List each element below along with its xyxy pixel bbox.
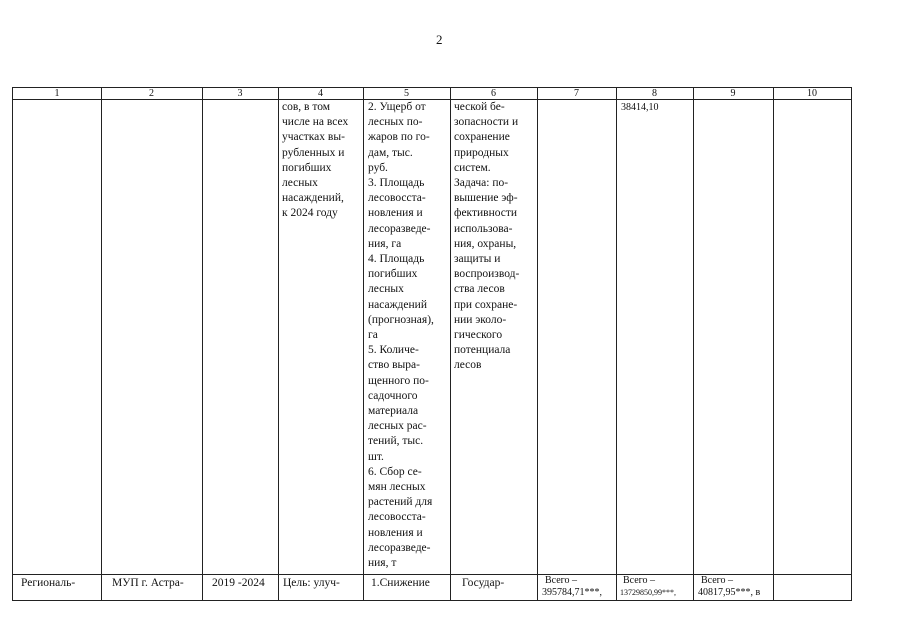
row2-col6-text: Государ- (462, 577, 505, 589)
text-line: 2. Ущерб от (368, 101, 426, 113)
row1-col8-value: 38414,10 (621, 102, 659, 113)
row1-col6-text (454, 100, 519, 374)
text-line: щенного по- (368, 374, 429, 387)
total-label: Всего – (701, 575, 734, 586)
text-line: ния, охраны, (454, 237, 517, 250)
text-line: 5. Количе- (368, 344, 419, 357)
col-divider (693, 88, 694, 600)
text-line: использова- (454, 222, 513, 235)
text-line: руб. (368, 161, 388, 174)
total-value: 40817,95***, в (698, 587, 761, 598)
header-col-2: 2 (149, 88, 154, 99)
text-line: потенциала (454, 344, 511, 357)
text-line: зопасности и (454, 116, 519, 129)
text-line: ния, т (368, 557, 397, 570)
text-line: материала (368, 405, 419, 418)
header-col-6: 6 (491, 88, 496, 99)
text-line: 6. Сбор се- (368, 465, 422, 478)
text-line: новления и (368, 207, 423, 220)
text-line: Задача: по- (454, 177, 509, 190)
document-table (12, 87, 852, 601)
text-line: ства лесов (454, 283, 505, 296)
header-col-9: 9 (730, 88, 736, 99)
header-col-5: 5 (404, 88, 409, 99)
row2-col7-total (542, 575, 602, 599)
text-line: мян лесных (368, 481, 426, 494)
text-line: растений для (368, 496, 433, 509)
text-line: насаждений, (282, 192, 344, 205)
text-line: жаров по го- (368, 131, 430, 144)
header-col-1: 1 (54, 88, 60, 99)
text-line: вышение эф- (454, 192, 518, 205)
row2-col1-text: Региональ- (21, 577, 76, 589)
total-label: Всего – (545, 575, 578, 586)
row2-col8-total (620, 575, 676, 599)
text-line: дам, тыс. (368, 146, 413, 159)
page-number: 2 (436, 32, 443, 47)
header-col-10: 10 (807, 88, 817, 99)
col-divider (616, 88, 617, 600)
text-line: лесных (368, 283, 404, 296)
text-line: 4. Площадь (368, 253, 425, 266)
text-line: лесовосста- (368, 192, 426, 205)
header-col-4: 4 (318, 88, 323, 99)
text-line: природных (454, 146, 509, 159)
text-line: фективности (454, 207, 518, 220)
text-line: 3. Площадь (368, 177, 425, 190)
row2-col9-total (698, 575, 760, 599)
row2-col4-text: Цель: улуч- (283, 577, 340, 589)
row2-col2-text: МУП г. Астра- (112, 577, 184, 589)
text-line: рубленных и (282, 146, 345, 159)
col-divider (773, 88, 774, 600)
text-line: гического (454, 329, 503, 342)
header-col-8: 8 (652, 88, 657, 99)
col-divider (537, 88, 538, 600)
text-line: ство выра- (368, 359, 420, 372)
text-line: тений, тыс. (368, 435, 424, 448)
text-line: участках вы- (282, 131, 345, 144)
text-line: лесных (282, 177, 318, 190)
text-line: воспроизвод- (454, 268, 520, 281)
text-line: сохранение (454, 131, 510, 144)
text-line: шт. (368, 450, 384, 463)
total-value: 395784,71***, (542, 587, 602, 598)
col-divider (363, 88, 364, 600)
text-line: садочного (368, 389, 418, 402)
col-divider (101, 88, 102, 600)
text-line: сов, в том (282, 101, 331, 113)
text-line: лесоразведе- (368, 541, 431, 554)
text-line: насаждений (368, 298, 427, 311)
total-label: Всего – (623, 575, 656, 586)
col-divider (450, 88, 451, 600)
text-line: погибших (282, 161, 332, 174)
total-value: 13729850,99***, (620, 588, 676, 597)
text-line: защиты и (454, 253, 501, 266)
row1-col5-text (368, 100, 434, 571)
text-line: числе на всех (282, 116, 349, 129)
header-col-7: 7 (574, 88, 579, 99)
text-line: новления и (368, 526, 423, 539)
text-line: лесных рас- (368, 420, 427, 433)
text-line: га (368, 329, 378, 342)
row2-col5-text: 1.Снижение (371, 577, 430, 589)
col-divider (202, 88, 203, 600)
row1-col4-text (282, 100, 348, 222)
text-line: лесов (454, 359, 482, 372)
text-line: при сохране- (454, 298, 518, 311)
text-line: нии эколо- (454, 313, 507, 326)
header-col-3: 3 (237, 88, 243, 99)
row2-col3-text: 2019 -2024 (212, 577, 265, 589)
text-line: лесных по- (368, 116, 423, 129)
text-line: лесовосста- (368, 511, 426, 524)
text-line: (прогнозная), (368, 313, 434, 326)
text-line: погибших (368, 268, 418, 281)
text-line: ческой бе- (454, 101, 505, 113)
text-line: лесоразведе- (368, 222, 431, 235)
col-divider (278, 88, 279, 600)
text-line: к 2024 году (282, 207, 338, 220)
text-line: ния, га (368, 237, 402, 250)
text-line: систем. (454, 161, 491, 174)
